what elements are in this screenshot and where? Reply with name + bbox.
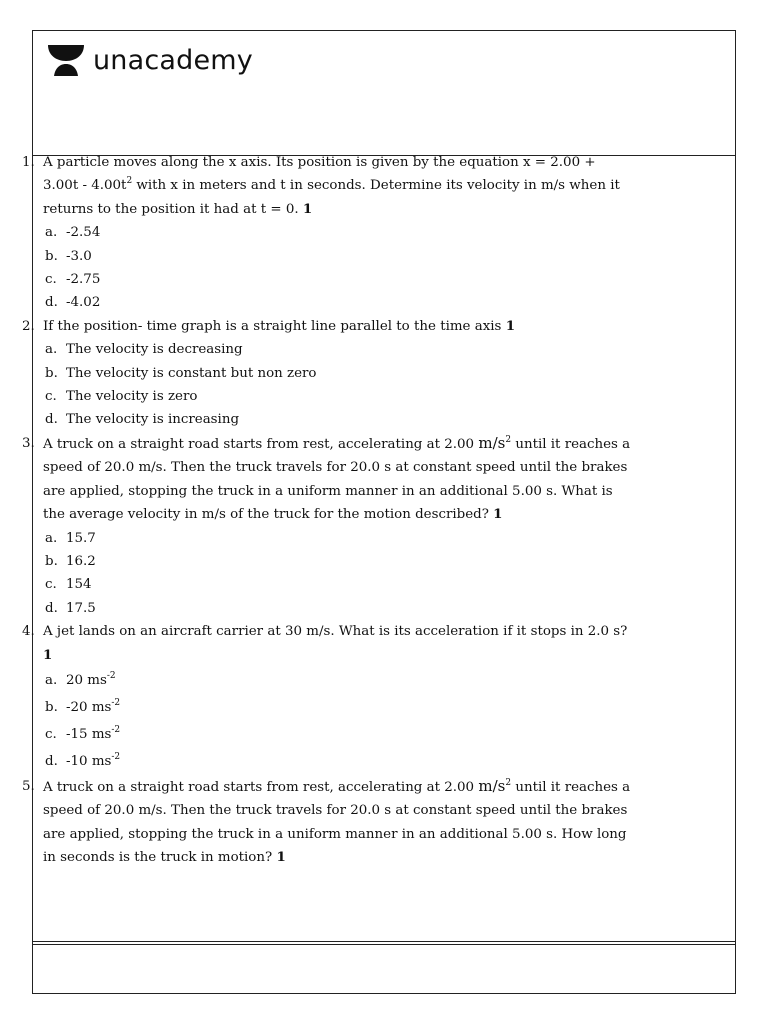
question-text-part: A truck on a straight road starts from rest, accelerating at 2.00 <box>43 779 479 795</box>
option-c <box>45 385 634 408</box>
option-letter: c. <box>45 272 57 288</box>
option-d <box>45 597 634 620</box>
option-letter: b. <box>45 248 58 264</box>
unit-text: m/s <box>478 776 506 795</box>
option-b <box>45 245 634 268</box>
option-text: The velocity is increasing <box>66 412 240 428</box>
option-value: 20 ms <box>66 672 107 688</box>
question-text-part: A jet lands on an aircraft carrier at 30 m/s. What is its acceleration if it stops in 2.0 s? <box>43 624 628 640</box>
option-text: -3.0 <box>66 248 92 264</box>
superscript: -2 <box>106 670 116 681</box>
question-text-part: until it reaches a speed of 20.0 m/s. Then the truck travels for 20.0 s at constant speed until the brakes are applied, stopping the truck in a uniform manner in an additional 5.00 s. What is the average velocity in m/s of the truck for the motion described? <box>43 436 631 523</box>
option-d <box>45 291 634 314</box>
question-text-part: A particle moves along the x axis. Its position is given by the equation x = 2.00 + 3.00t - 4.00t <box>43 155 596 194</box>
question-text <box>43 620 634 667</box>
page-header <box>33 31 735 156</box>
option-letter: a. <box>45 530 58 546</box>
option-letter: d. <box>45 600 58 616</box>
question-text <box>43 432 634 527</box>
options-list <box>45 667 634 775</box>
unit-text: m/s <box>478 433 506 452</box>
question-number: 2. <box>22 318 35 334</box>
option-a <box>45 527 634 550</box>
option-letter: d. <box>45 753 58 769</box>
option-text: The velocity is constant but non zero <box>66 365 317 381</box>
options-list <box>45 221 634 315</box>
question-text-part: A truck on a straight road starts from rest, accelerating at 2.00 <box>43 436 479 452</box>
question-text <box>43 315 634 338</box>
option-letter: a. <box>45 672 58 688</box>
option-a <box>45 667 634 694</box>
option-value: -15 ms <box>66 726 112 742</box>
question-text-part: with x in meters and t in seconds. Determine its velocity in m/s when it returns to the position it had at t = 0. <box>43 178 620 217</box>
question-mark: 1 <box>43 646 53 663</box>
brand-name: unacademy <box>93 44 253 76</box>
question-number: 5. <box>22 778 35 794</box>
option-letter: a. <box>45 225 58 241</box>
option-c <box>45 721 634 748</box>
option-letter: b. <box>45 553 58 569</box>
footer-divider <box>33 941 735 945</box>
option-letter: d. <box>45 412 58 428</box>
option-b <box>45 362 634 385</box>
question-number: 4. <box>22 624 35 640</box>
option-d <box>45 748 634 775</box>
option-letter: b. <box>45 699 58 715</box>
question-list <box>22 151 634 870</box>
option-letter: b. <box>45 365 58 381</box>
question-3 <box>22 432 634 527</box>
superscript: 2 <box>126 176 133 187</box>
brand-logo <box>47 43 253 77</box>
superscript: -2 <box>111 751 121 762</box>
option-text: 15.7 <box>66 530 96 546</box>
question-1 <box>22 151 634 221</box>
option-text <box>66 694 120 721</box>
option-value: -20 ms <box>66 699 112 715</box>
question-mark: 1 <box>276 849 286 866</box>
question-text-part: If the position- time graph is a straight line parallel to the time axis <box>43 318 506 334</box>
option-text: -4.02 <box>66 295 101 311</box>
options-list <box>45 338 634 432</box>
option-text <box>66 748 120 775</box>
option-b <box>45 694 634 721</box>
option-text: 16.2 <box>66 553 96 569</box>
option-text <box>66 721 120 748</box>
option-c <box>45 268 634 291</box>
option-text: 154 <box>66 577 92 593</box>
option-letter: c. <box>45 389 57 405</box>
option-letter: d. <box>45 295 58 311</box>
superscript: 2 <box>505 434 512 445</box>
option-letter: a. <box>45 342 58 358</box>
question-text-part: until it reaches a speed of 20.0 m/s. Then the truck travels for 20.0 s at constant speed until the brakes are applied, stopping the truck in a uniform manner in an additional 5.00 s. How long in seconds is the truck in motion? <box>43 779 631 866</box>
option-a <box>45 338 634 361</box>
superscript: 2 <box>505 777 512 788</box>
question-number: 1. <box>22 155 35 170</box>
unacademy-logo-icon <box>47 43 85 77</box>
option-value: -10 ms <box>66 753 112 769</box>
option-letter: c. <box>45 577 57 593</box>
question-mark: 1 <box>505 317 516 334</box>
option-d <box>45 408 634 431</box>
question-5 <box>22 775 634 870</box>
unit-math <box>478 434 511 452</box>
question-2 <box>22 315 634 338</box>
question-4 <box>22 620 634 667</box>
superscript: -2 <box>111 697 121 708</box>
option-text: The velocity is zero <box>66 389 198 405</box>
option-b <box>45 550 634 573</box>
question-number: 3. <box>22 435 35 451</box>
question-text <box>43 151 634 221</box>
option-text: 17.5 <box>66 600 96 616</box>
unit-math <box>478 777 511 795</box>
option-a <box>45 221 634 244</box>
option-text: -2.54 <box>66 225 101 241</box>
option-text: -2.75 <box>66 272 101 288</box>
superscript: -2 <box>111 724 121 735</box>
question-text <box>43 775 634 870</box>
question-mark: 1 <box>302 200 313 217</box>
question-mark: 1 <box>493 506 503 523</box>
option-letter: c. <box>45 726 57 742</box>
option-c <box>45 573 634 596</box>
option-text: The velocity is decreasing <box>66 342 243 358</box>
option-text <box>66 667 116 694</box>
options-list <box>45 527 634 621</box>
